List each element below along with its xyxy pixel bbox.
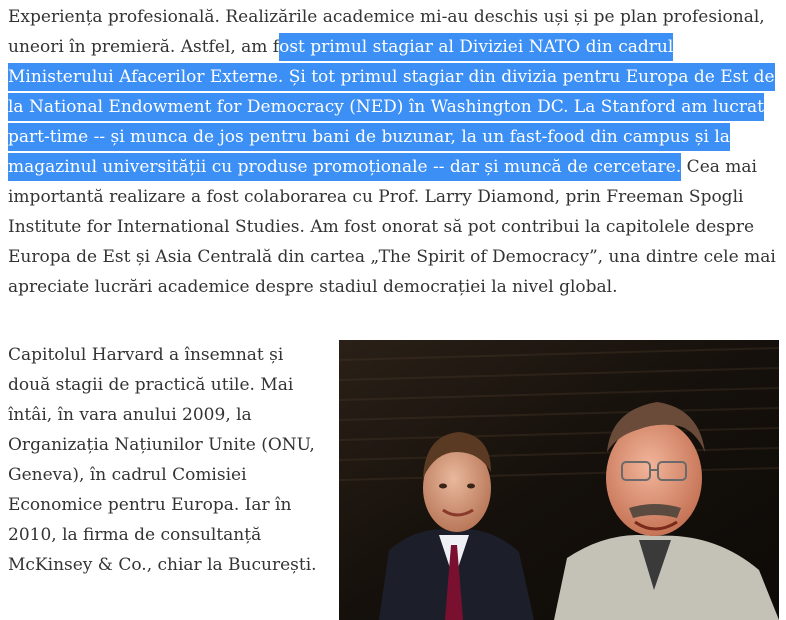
article-photo	[339, 340, 779, 620]
paragraph-professional-experience	[8, 2, 784, 302]
paragraph-harvard-internships: Capitolul Harvard a însemnat și două stagii de practică utile. Mai întâi, în vara anului 2009, la Organizația Națiunilor Unite (ONU, Geneva), în cadrul Comisiei Economice pentru Europa. Iar în 2010, la firma de consultanță McKinsey & Co., chiar la București.	[8, 345, 317, 575]
paragraph-text-after-selection: Cea mai importantă realizare a fost colaborarea cu Prof. Larry Diamond, prin Freeman Spogli Institute for International Studies. Am fost onorat să pot contribui la capitolele despre Europa de Est și Asia Centrală din cartea „The Spirit of Democracy”, una dintre cele mai apreciate lucrări academice despre stadiul democrației la nivel global.	[8, 157, 776, 297]
paragraph-text-before-selection: Experiența profesională. Realizările academice mi-au deschis uși și pe plan profesional, uneori în premieră. Astfel, am f	[8, 7, 765, 57]
selected-text-highlight[interactable]: ost primul stagiar al Diviziei NATO din cadrul Ministerului Afacerilor Externe. Și tot primul stagiar din divizia pentru Europa de Est de la National Endowment for Democracy (NED) în Washington DC. La Stanford am lucrat part-time -- și munca de jos pentru bani de buzunar, la un fast-food din campus și la magazinul universității cu produse promoționale -- dar și muncă de cercetare.	[8, 33, 775, 181]
